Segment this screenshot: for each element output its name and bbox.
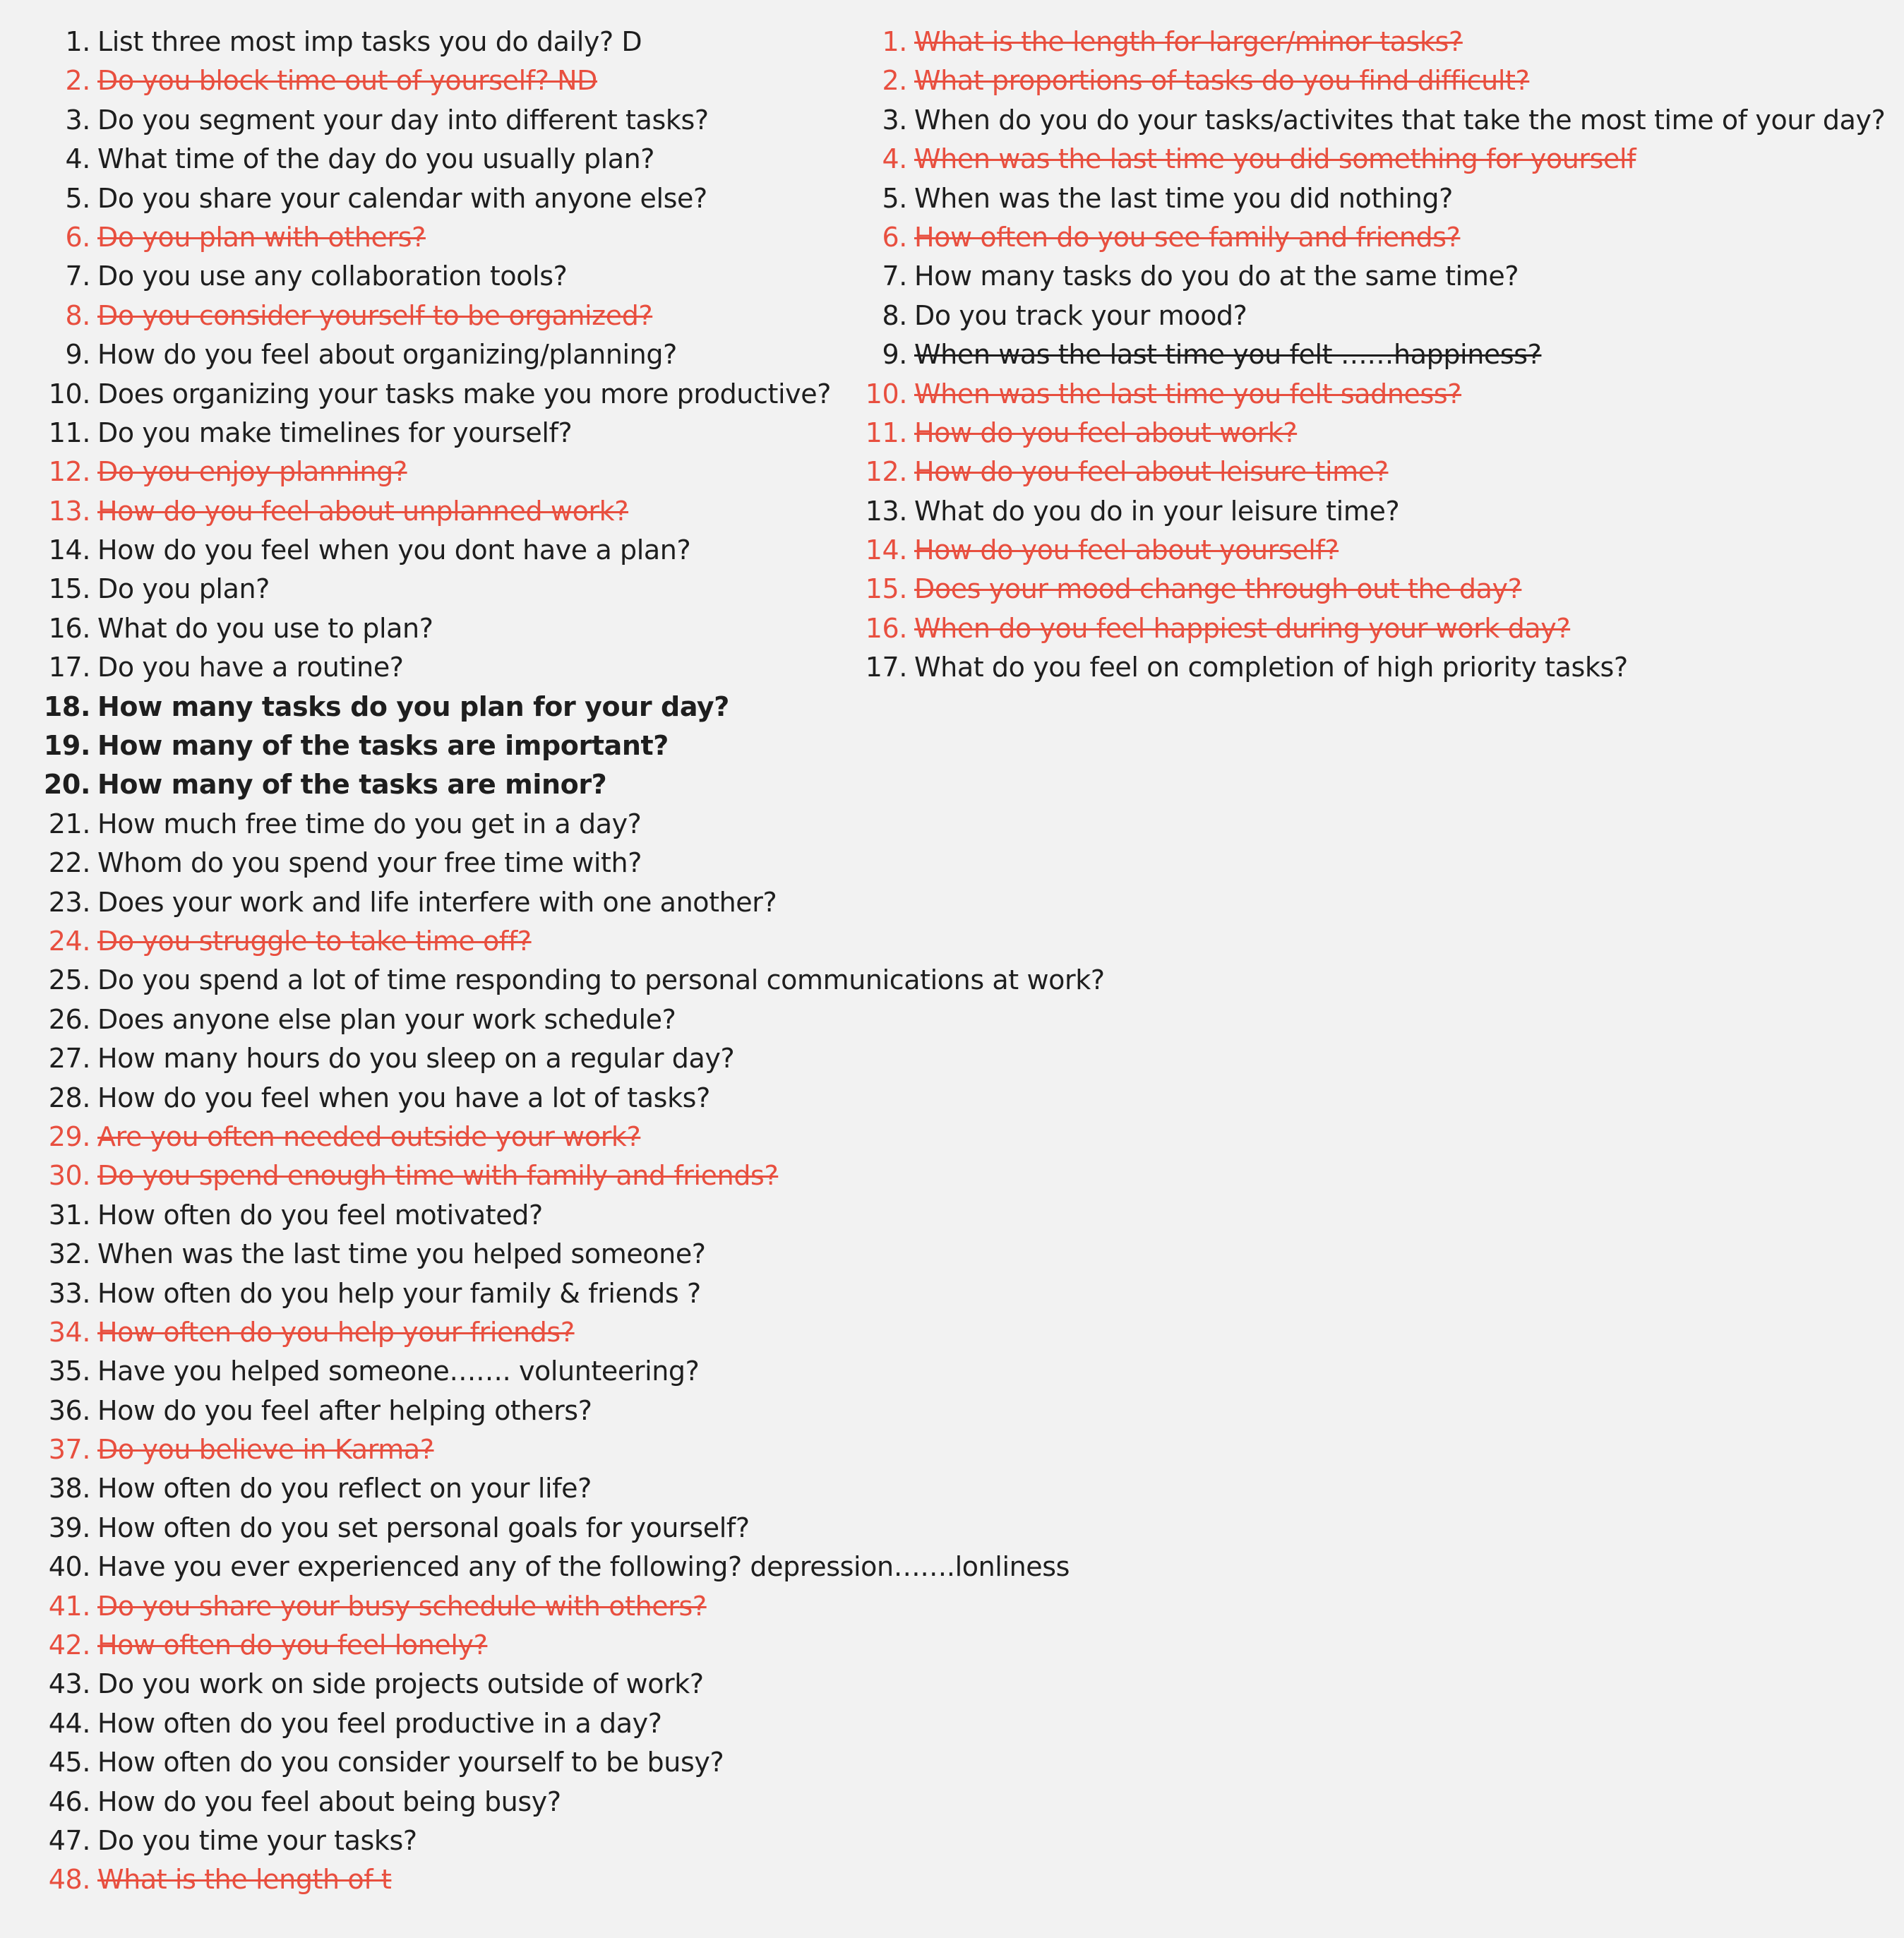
question-number: 11. [48,417,90,448]
question-text: How often do you consider yourself to be busy? [97,1747,724,1778]
question-text: How many of the tasks are important? [97,730,669,762]
question-item [856,531,1894,570]
question-item [856,179,1894,218]
question-number: 47. [48,1824,90,1856]
question-text: How do you feel about unplanned work? [97,495,629,527]
question-number: 39. [48,1512,90,1543]
question-item [40,765,1098,804]
question-text: What do you use to plan? [97,612,433,644]
question-number: 48. [48,1864,90,1896]
question-number: 10. [865,378,907,409]
question-text: How often do you help your family & friends ? [97,1277,701,1309]
question-number: 8. [882,299,907,331]
question-item [40,1587,1098,1626]
question-item [40,1039,1098,1078]
question-text: How often do you help your friends? [97,1316,575,1348]
question-number: 14. [865,534,907,566]
question-number: 5. [65,182,90,214]
question-text: When was the last time you helped someone? [97,1238,706,1270]
question-item [40,726,1098,765]
question-number: 15. [865,573,907,605]
question-text: Do you track your mood? [914,299,1247,331]
question-number: 21. [48,808,90,839]
question-text: Do you make timelines for yourself? [97,417,573,448]
question-number: 40. [48,1551,90,1583]
question-item [40,1196,1098,1235]
question-text: How do you feel after helping others? [97,1394,592,1426]
question-number: 19. [43,730,90,762]
question-number: 38. [48,1473,90,1505]
question-text: How often do you feel motivated? [97,1199,543,1231]
question-text: What proportions of tasks do you find difficult? [914,65,1530,97]
question-text: Do you time your tasks? [97,1824,417,1856]
question-item [856,492,1894,531]
question-item [40,1430,1098,1469]
question-item [40,1548,1098,1586]
question-item [856,335,1894,374]
question-text: Whom do you spend your free time with? [97,847,642,879]
question-number: 16. [865,612,907,644]
question-item [40,1704,1098,1743]
question-text: Does your work and life interfere with one another? [97,886,777,918]
question-item [40,1665,1098,1704]
question-text: How often do you reflect on your life? [97,1473,592,1505]
question-text: When do you do your tasks/activites that take the most time of your day? [914,104,1886,136]
question-number: 9. [65,339,90,371]
question-number: 24. [48,925,90,957]
question-item [40,1274,1098,1313]
question-text: When was the last time you felt ……happiness? [914,339,1542,371]
question-number: 26. [48,1003,90,1035]
question-number: 7. [882,261,907,292]
question-text: Have you helped someone……. volunteering? [97,1356,700,1387]
question-item [856,609,1894,648]
question-text: Does organizing your tasks make you more productive? [97,378,831,409]
question-number: 17. [48,652,90,683]
question-text: How do you feel when you dont have a plan? [97,534,691,566]
question-item [40,1079,1098,1118]
question-number: 12. [48,456,90,488]
question-item [40,1118,1098,1156]
question-text: How do you feel when you have a lot of tasks? [97,1082,710,1113]
question-item [40,922,1098,961]
question-text: How do you feel about being busy? [97,1786,561,1817]
question-item [40,1352,1098,1391]
question-item [856,648,1894,687]
question-number: 12. [865,456,907,488]
question-number: 3. [882,104,907,136]
question-number: 13. [48,495,90,527]
question-item [40,844,1098,883]
question-item [856,297,1894,335]
question-text: How often do you set personal goals for yourself? [97,1512,750,1543]
question-text: Do you enjoy planning? [97,456,407,488]
question-number: 43. [48,1668,90,1700]
question-number: 16. [48,612,90,644]
question-number: 7. [65,261,90,292]
question-text: How do you feel about organizing/planning? [97,339,677,371]
question-text: List three most imp tasks you do daily? D [97,26,642,57]
question-number: 4. [65,143,90,175]
question-text: Do you block time out of yourself? ND [97,65,598,97]
question-number: 20. [43,769,90,801]
question-item [40,1156,1098,1195]
question-item [856,23,1894,61]
question-text: How many tasks do you plan for your day? [97,690,729,722]
question-number: 44. [48,1707,90,1739]
question-item [40,1469,1098,1508]
question-number: 45. [48,1747,90,1778]
question-number: 34. [48,1316,90,1348]
question-item [856,61,1894,100]
question-number: 1. [882,26,907,57]
question-text: Do you share your calendar with anyone else? [97,182,707,214]
question-text: What time of the day do you usually plan? [97,143,655,175]
question-number: 36. [48,1394,90,1426]
question-text: Do you plan with others? [97,221,426,253]
question-item [40,1509,1098,1548]
question-number: 29. [48,1120,90,1152]
question-number: 35. [48,1356,90,1387]
question-text: Do you believe in Karma? [97,1434,434,1466]
question-item [40,688,1098,726]
question-number: 42. [48,1629,90,1661]
question-text: What is the length for larger/minor tasks? [914,26,1463,57]
question-text: Do you consider yourself to be organized? [97,299,653,331]
question-item [856,414,1894,453]
question-number: 9. [882,339,907,371]
question-item [856,101,1894,140]
question-text: How many tasks do you do at the same time? [914,261,1519,292]
question-text: Do you plan? [97,573,270,605]
question-number: 14. [48,534,90,566]
question-text: Have you ever experienced any of the following? depression…….lonliness [97,1551,1070,1583]
question-item [40,883,1098,922]
question-number: 41. [48,1590,90,1622]
question-text: How do you feel about leisure time? [914,456,1389,488]
question-item [40,805,1098,844]
question-number: 2. [65,65,90,97]
question-item [40,1626,1098,1665]
question-number: 46. [48,1786,90,1817]
question-item [856,375,1894,414]
question-number: 32. [48,1238,90,1270]
question-number: 4. [882,143,907,175]
question-number: 22. [48,847,90,879]
question-number: 27. [48,1043,90,1075]
question-item [40,1235,1098,1274]
question-item [856,257,1894,296]
question-item [40,1313,1098,1352]
question-text: How much free time do you get in a day? [97,808,642,839]
question-item [40,1392,1098,1430]
question-text: How often do you feel productive in a day? [97,1707,662,1739]
question-text: Do you share your busy schedule with others? [97,1590,707,1622]
question-item [40,1000,1098,1039]
question-item [40,1743,1098,1782]
question-text: Do you segment your day into different tasks? [97,104,709,136]
question-number: 37. [48,1434,90,1466]
question-text: How many hours do you sleep on a regular day? [97,1043,735,1075]
question-number: 10. [48,378,90,409]
question-number: 15. [48,573,90,605]
question-text: How do you feel about yourself? [914,534,1339,566]
question-number: 17. [865,652,907,683]
question-number: 30. [48,1160,90,1192]
question-text: Do you work on side projects outside of work? [97,1668,704,1700]
question-text: Do you spend a lot of time responding to personal communications at work? [97,964,1105,996]
question-number: 1. [65,26,90,57]
question-item [40,1860,1098,1899]
question-text: Are you often needed outside your work? [97,1120,641,1152]
question-text: What is the length of t [97,1864,392,1896]
question-number: 3. [65,104,90,136]
question-number: 8. [65,299,90,331]
question-number: 25. [48,964,90,996]
question-number: 5. [882,182,907,214]
question-number: 31. [48,1199,90,1231]
question-number: 18. [43,690,90,722]
question-text: How do you feel about work? [914,417,1298,448]
question-text: Do you have a routine? [97,652,404,683]
question-item [40,961,1105,1000]
question-item [856,218,1894,257]
question-number: 13. [865,495,907,527]
question-item [40,1783,1098,1822]
question-number: 6. [65,221,90,253]
question-text: Do you use any collaboration tools? [97,261,568,292]
question-text: How often do you see family and friends? [914,221,1461,253]
question-text: When do you feel happiest during your work day? [914,612,1571,644]
question-list-right [856,23,1894,688]
question-text: Does anyone else plan your work schedule? [97,1003,676,1035]
question-item [856,570,1894,609]
question-text: When was the last time you did nothing? [914,182,1453,214]
question-item [856,453,1894,491]
question-text: When was the last time you did something for yourself [914,143,1636,175]
question-text: Do you spend enough time with family and friends? [97,1160,779,1192]
question-number: 11. [865,417,907,448]
question-text: How many of the tasks are minor? [97,769,607,801]
question-text: How often do you feel lonely? [97,1629,488,1661]
question-number: 33. [48,1277,90,1309]
question-text: Does your mood change through out the day? [914,573,1522,605]
question-number: 23. [48,886,90,918]
question-item [856,140,1894,179]
question-text: What do you feel on completion of high priority tasks? [914,652,1628,683]
question-number: 2. [882,65,907,97]
question-number: 6. [882,221,907,253]
question-text: What do you do in your leisure time? [914,495,1400,527]
question-item [40,1822,1098,1860]
question-text: Do you struggle to take time off? [97,925,532,957]
question-text: When was the last time you felt sadness? [914,378,1462,409]
question-number: 28. [48,1082,90,1113]
